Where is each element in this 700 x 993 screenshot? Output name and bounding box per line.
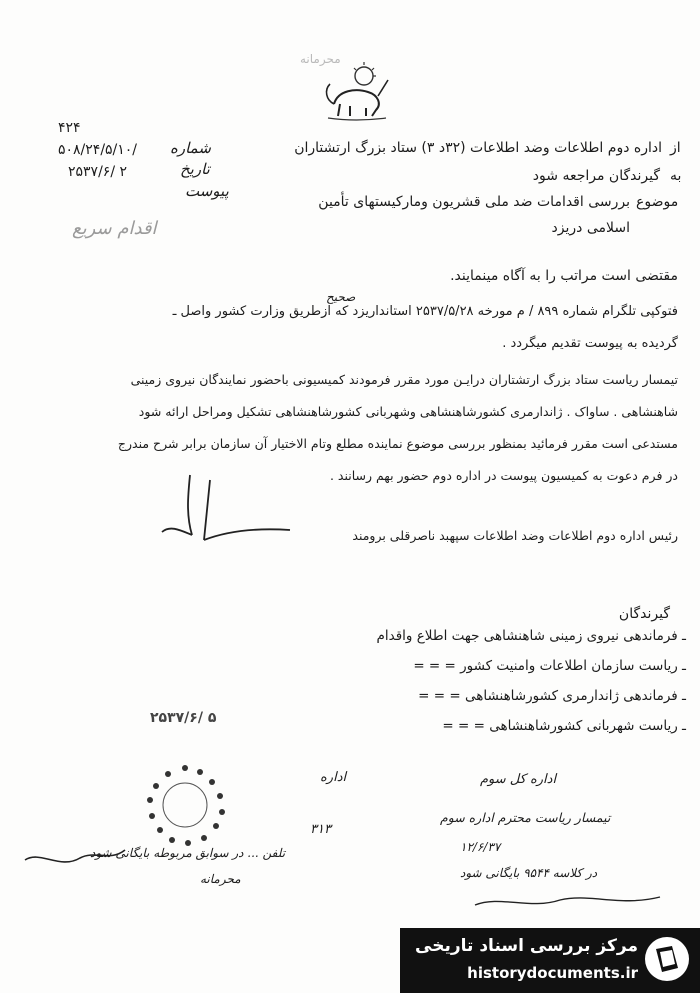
body-line-5: شاهنشاهی . ساواک . ژاندارمری کشورشاهنشاهی وشهربانی کشورشاهنشاهی تشکیل ومراحل ارائه شود [138, 404, 678, 419]
document-date-value: ۲۵۳۷/۶/ ۲ [68, 164, 128, 180]
handwritten-note: اداره کل سوم [480, 772, 557, 787]
handwritten-note: تیمسار ریاست محترم اداره سوم [440, 810, 611, 825]
recipients-heading: گیرندگان [618, 606, 670, 622]
body-line-4: تیمسار ریاست ستاد بزرگ ارتشتاران درایـن مورد مقرر فرمودند کمیسیونی باحضور نمایندگان نیروی زمینی [130, 372, 678, 387]
document-number-value: ۴۲۴ [58, 120, 81, 136]
handwritten-note: محرمانه [200, 872, 241, 886]
handwritten-note: ۳۱۳ [310, 822, 331, 837]
subject-text-continued: اسلامی دریزد [551, 220, 630, 236]
body-line-7: در فرم دعوت به کمیسیون پیوست در اداره دوم حضور بهم رسانند . [329, 468, 678, 483]
archive-logo-bar [400, 928, 700, 993]
from-line [252, 140, 662, 156]
faint-classification-stamp: محرمانه [300, 52, 341, 66]
recipient-item: ـ فرماندهی ژاندارمری کشورشاهنشاهی = = = [418, 688, 686, 704]
lion-and-sun-emblem-icon [316, 60, 396, 122]
to-label: به [670, 168, 682, 184]
number-label: شماره [170, 139, 211, 157]
urgent-action-stamp: اقدام سریع [72, 218, 157, 239]
recipient-item: ـ فرماندهی نیروی زمینی شاهنشاهی جهت اطلاع واقدام [376, 628, 686, 644]
archive-logo-title: مرکز بررسی اسناد تاریخی [415, 936, 638, 956]
document-number-code: ۵۰۸/۲۴/۵/۱۰/ [58, 142, 138, 158]
attachment-label: پیوست [185, 182, 229, 200]
archive-logo-icon [642, 934, 692, 984]
circular-seal-icon [140, 760, 230, 850]
date-label: تاریخ [180, 160, 210, 178]
recipient-item: ـ ریاست شهربانی کشورشاهنشاهی = = = [442, 718, 686, 734]
handwritten-flourish-icon [20, 820, 130, 880]
handwritten-note: ۱۲/۶/۳۷ [460, 840, 501, 854]
subject-label: موضوع [636, 194, 679, 210]
recipient-item: ـ ریاست سازمان اطلاعات وامنیت کشور = = = [413, 658, 686, 674]
handwritten-note: تلفن ... در سوابق مربوطه بایگانی شود [90, 846, 286, 860]
signatory-line: رئیس اداره دوم اطلاعات وضد اطلاعات سپهبد ناصرقلی برومند [352, 528, 678, 543]
archive-logo-url: historydocuments.ir [467, 964, 638, 982]
from-label: از [670, 140, 681, 156]
subject-text: بررسی اقدامات ضد ملی قشریون ومارکیستهای تأمین [318, 194, 630, 210]
body-line-6: مستدعی است مقرر فرمائید بمنظور بررسی موضوع نماینده مطلع وتام الاختیار آن سازمان برابر شرح مندرج [117, 436, 678, 451]
date-stamp: ۲۵۳۷/۶/ ۵ [150, 710, 217, 726]
handwritten-signature-icon [470, 885, 670, 915]
margin-note: صحیح [326, 290, 356, 304]
to-text: گیرندگان مراجعه شود [532, 168, 660, 184]
body-line-3: گردیده به پیوست تقدیم میگردد . [502, 336, 678, 351]
handwritten-note: اداره [320, 770, 347, 785]
from-text: اداره دوم اطلاعات وضد اطلاعات (۳۲د ۳) ستاد بزرگ ارتشتاران [294, 140, 662, 156]
handwritten-note: در کلاسه ۹۵۴۴ بایگانی شود [460, 866, 598, 880]
body-line-2: فتوکپی تلگرام شماره ۸۹۹ / م مورخه ۲۵۳۷/۵/۲۸ استانداریزد که ازطریق وزارت کشور واصل ـ [172, 304, 678, 319]
body-line-1: مقتضی است مراتب را به آگاه مینمایند. [450, 268, 678, 284]
